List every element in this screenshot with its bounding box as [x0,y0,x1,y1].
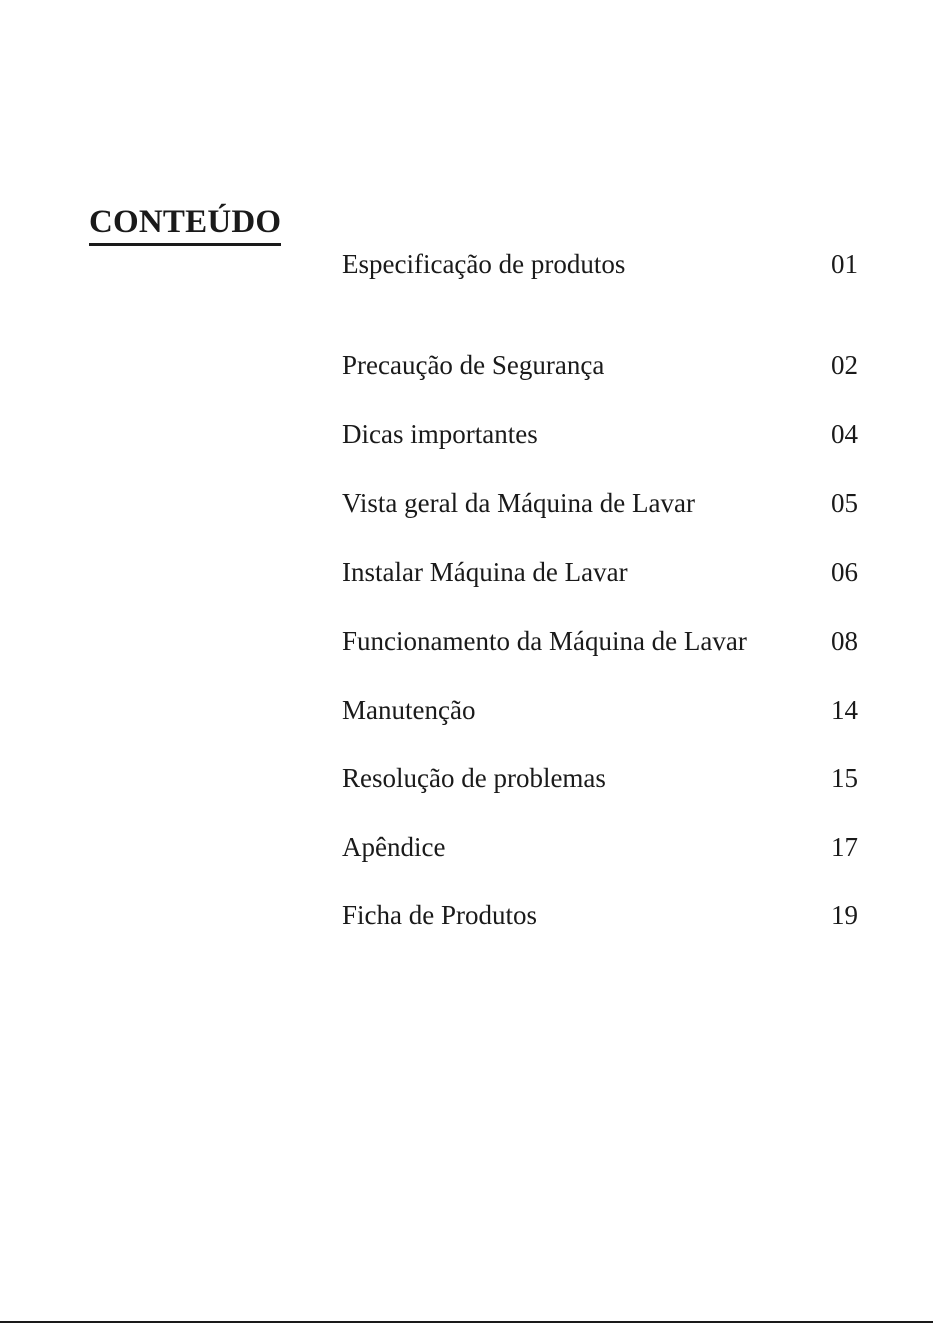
toc-entry-page-number: 06 [831,557,858,587]
toc-entry-page-number: 01 [831,249,858,279]
toc-entry-title: Apêndice [342,832,446,862]
toc-entry-page-number: 04 [831,419,858,449]
toc-entry-title: Funcionamento da Máquina de Lavar [342,626,747,656]
toc-entry-overview[interactable] [342,483,858,523]
toc-entry-operation[interactable] [342,621,858,661]
toc-entry-page-number: 05 [831,488,858,518]
toc-entry-title: Manutenção [342,695,476,725]
toc-entry-troubleshooting[interactable] [342,758,858,798]
toc-entry-page-number: 14 [831,695,858,725]
toc-entry-install[interactable] [342,552,858,592]
toc-heading: CONTEÚDO [89,206,281,246]
toc-entry-page-number: 17 [831,832,858,862]
toc-entry-page-number: 02 [831,350,858,380]
toc-entry-page-number: 15 [831,763,858,793]
toc-entry-title: Precaução de Segurança [342,350,605,380]
toc-entry-title: Vista geral da Máquina de Lavar [342,488,695,518]
toc-entry-appendix[interactable] [342,827,858,867]
toc-entry-page-number: 19 [831,900,858,930]
toc-entry-title: Ficha de Produtos [342,900,537,930]
toc-entry-title: Especificação de produtos [342,249,626,279]
toc-entry-page-number: 08 [831,626,858,656]
page-bottom-rule [0,1321,933,1323]
toc-entry-specifications[interactable] [342,244,858,284]
toc-entry-title: Instalar Máquina de Lavar [342,557,628,587]
toc-entry-maintenance[interactable] [342,690,858,730]
toc-entry-safety[interactable] [342,345,858,385]
toc-entry-title: Dicas importantes [342,419,538,449]
toc-entry-product-sheet[interactable] [342,895,858,935]
toc-entry-tips[interactable] [342,414,858,454]
toc-entry-title: Resolução de problemas [342,763,606,793]
